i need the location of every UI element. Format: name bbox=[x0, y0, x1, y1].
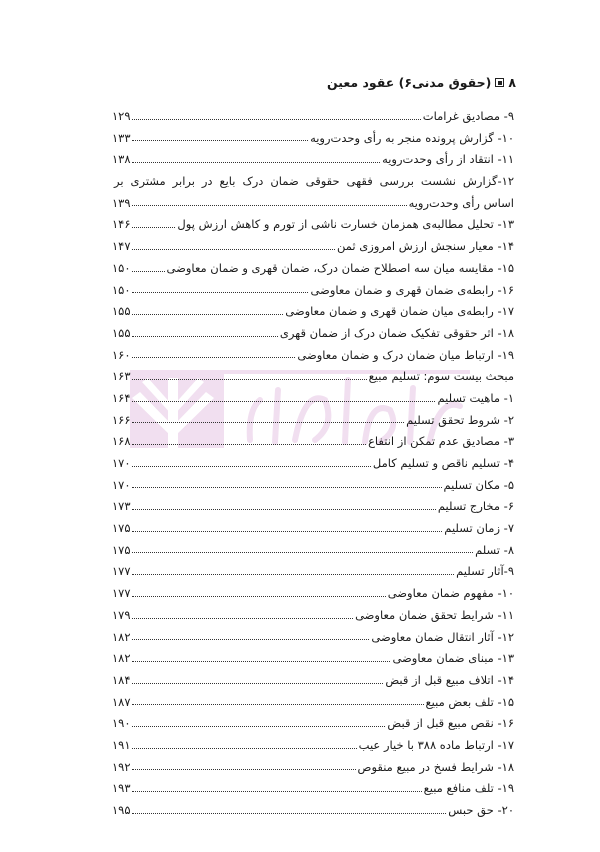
toc-entry[interactable] bbox=[112, 453, 514, 475]
toc-entry-title: ۱۷- رابطه‌ی میان ضمان قهری و ضمان معاوضی bbox=[285, 304, 514, 319]
toc-entry-page: ۱۴۶ bbox=[112, 217, 131, 232]
toc-entry-page: ۱۳۹ bbox=[112, 195, 131, 210]
toc-entry-title: ۱۶- رابطه‌ی ضمان قهری و ضمان معاوضی bbox=[310, 282, 514, 297]
dot-leader bbox=[132, 205, 407, 206]
toc-entry-title: ۹-آثار تسلیم bbox=[456, 564, 514, 579]
toc-section-heading[interactable] bbox=[112, 366, 514, 388]
toc-entry-page: ۱۹۲ bbox=[112, 759, 131, 774]
toc-entry[interactable] bbox=[112, 214, 514, 236]
dot-leader bbox=[132, 531, 443, 532]
toc-entry-page: ۱۶۰ bbox=[112, 347, 131, 362]
book-square-icon bbox=[495, 78, 504, 87]
toc-entry-page: ۱۷۵ bbox=[112, 521, 131, 536]
toc-entry-title: ۱۱- شرایط تحقق ضمان معاوضی bbox=[355, 607, 514, 622]
toc-entry-title: ۱۹- ارتباط میان ضمان درک و ضمان معاوضی bbox=[297, 347, 514, 362]
dot-leader bbox=[132, 314, 284, 315]
dot-leader bbox=[132, 683, 384, 684]
toc-entry-page: ۱۶۸ bbox=[112, 434, 131, 449]
toc-entry-page: ۱۳۸ bbox=[112, 152, 131, 167]
toc-entry[interactable] bbox=[112, 128, 514, 150]
dot-leader bbox=[132, 704, 424, 705]
running-header bbox=[327, 75, 516, 90]
dot-leader bbox=[132, 271, 165, 272]
dot-leader bbox=[132, 813, 447, 814]
toc-entry[interactable] bbox=[112, 475, 514, 497]
toc-entry-page: ۱۸۲ bbox=[112, 651, 131, 666]
toc-entry-title: ۹- مصادیق غرامات bbox=[422, 109, 514, 123]
toc-entry-page: ۱۵۵ bbox=[112, 304, 131, 319]
dot-leader bbox=[132, 639, 370, 640]
toc-entry-page: ۱۳۳ bbox=[112, 130, 131, 145]
toc-entry-page: ۱۷۵ bbox=[112, 542, 131, 557]
toc-entry[interactable] bbox=[112, 518, 514, 540]
dot-leader bbox=[132, 748, 357, 749]
dot-leader bbox=[132, 249, 336, 250]
toc-entry-page: ۱۵۵ bbox=[112, 325, 131, 340]
toc-entry[interactable] bbox=[112, 323, 514, 345]
toc-entry-title: ۱۵- تلف بعض مبیع bbox=[425, 694, 514, 709]
dot-leader bbox=[132, 336, 278, 337]
toc-entry-title: ۱۷- ارتباط ماده ۳۸۸ با خیار عیب bbox=[358, 737, 514, 752]
toc-entry-page: ۱۶۳ bbox=[112, 369, 131, 384]
toc-entry[interactable] bbox=[112, 800, 514, 822]
toc-entry[interactable] bbox=[112, 561, 514, 583]
toc-entry-page: ۱۹۱ bbox=[112, 737, 131, 752]
dot-leader bbox=[132, 509, 436, 510]
toc-entry-title: ۲۰- حق حبس bbox=[448, 803, 514, 817]
toc-entry-title: ۷- زمان تسلیم bbox=[444, 521, 514, 536]
toc-entry[interactable] bbox=[112, 280, 514, 302]
toc-entry-title: ۱۲-گزارش نشست بررسی فقهی حقوقی ضمان درک بایع در برابر مشتری بر bbox=[114, 174, 514, 189]
dot-leader bbox=[132, 726, 386, 727]
toc-entry-title: ۱۰- مفهوم ضمان معاوضی bbox=[387, 586, 514, 601]
dot-leader bbox=[132, 791, 422, 792]
dot-leader bbox=[132, 661, 391, 662]
toc-entry[interactable] bbox=[112, 388, 514, 410]
toc-entry-title: ۸- تسلم bbox=[475, 542, 514, 557]
toc-entry-title: ۱۹- تلف منافع مبیع bbox=[423, 781, 514, 796]
toc-entry-page: ۱۷۰ bbox=[112, 456, 131, 470]
toc-entry-title: مبحث بیست سوم: تسلیم مبیع bbox=[368, 369, 514, 384]
toc-entry[interactable] bbox=[112, 431, 514, 453]
dot-leader bbox=[132, 487, 442, 488]
toc-entry[interactable] bbox=[112, 236, 514, 258]
toc-entry[interactable] bbox=[112, 735, 514, 757]
page-number: ۸ bbox=[508, 75, 516, 90]
dot-leader bbox=[132, 769, 356, 770]
toc-entry-page: ۱۴۷ bbox=[112, 239, 131, 254]
toc-entry-title: ۱۶- نقص مبیع قبل از قبض bbox=[387, 716, 514, 731]
toc-entry[interactable] bbox=[112, 583, 514, 605]
toc-entry[interactable] bbox=[112, 670, 514, 692]
toc-entry-page: ۱۹۰ bbox=[112, 716, 131, 731]
toc-entry-page: ۱۷۷ bbox=[112, 564, 131, 579]
toc-entry[interactable] bbox=[112, 496, 514, 518]
toc-entry-title: ۱۴- معیار سنجش ارزش امروزی ثمن bbox=[337, 239, 514, 254]
toc-entry[interactable] bbox=[112, 757, 514, 779]
toc-entry-page: ۱۷۹ bbox=[112, 607, 131, 622]
toc-entry-title: ۶- مخارج تسلیم bbox=[437, 499, 514, 514]
toc-entry-page: ۱۵۰ bbox=[112, 282, 131, 297]
toc-entry-page: ۱۶۶ bbox=[112, 412, 131, 427]
dot-leader bbox=[132, 292, 309, 293]
toc-entry-title: ۱۸- شرایط فسخ در مبیع منقوص bbox=[357, 759, 514, 774]
toc-entry-page: ۱۸۲ bbox=[112, 629, 131, 644]
toc-entry[interactable] bbox=[112, 648, 514, 670]
dot-leader bbox=[132, 401, 436, 402]
dot-leader bbox=[132, 379, 367, 380]
dot-leader bbox=[132, 596, 386, 597]
dot-leader bbox=[132, 574, 455, 575]
toc-entry-page: ۱۸۴ bbox=[112, 672, 131, 687]
dot-leader bbox=[132, 444, 367, 445]
toc-entry[interactable] bbox=[112, 345, 514, 367]
toc-entry[interactable] bbox=[112, 193, 514, 215]
book-title: (حقوق مدنی۶) عقود معین bbox=[326, 75, 492, 90]
toc-entry-title: ۴- تسلیم ناقص و تسلیم کامل bbox=[372, 456, 514, 470]
toc-entry-page: ۱۷۰ bbox=[112, 477, 131, 492]
dot-leader bbox=[132, 422, 405, 423]
toc-entry-title: اساس رأی وحدت‌رویه bbox=[408, 195, 514, 210]
toc-entry-title: ۱- ماهیت تسلیم bbox=[437, 390, 514, 405]
dot-leader bbox=[132, 552, 474, 553]
toc-entry-page: ۱۷۳ bbox=[112, 499, 131, 514]
toc-entry[interactable] bbox=[112, 106, 514, 128]
dot-leader bbox=[132, 140, 309, 141]
dot-leader bbox=[132, 162, 381, 163]
toc-entry[interactable] bbox=[112, 692, 514, 714]
toc-entry-page: ۱۸۷ bbox=[112, 694, 131, 709]
toc-entry-title: ۱۳- تحلیل مطالبه‌ی همزمان خسارت ناشی از تورم و کاهش ارزش پول bbox=[177, 217, 514, 232]
dot-leader bbox=[132, 466, 371, 467]
dot-leader bbox=[132, 357, 296, 358]
toc-entry-page: ۱۲۹ bbox=[112, 109, 131, 123]
toc-entry[interactable] bbox=[112, 627, 514, 649]
toc-entry-title: ۱۲- آثار انتقال ضمان معاوضی bbox=[371, 629, 514, 644]
toc-entry-title: ۱۸- اثر حقوقی تفکیک ضمان درک از ضمان قهری bbox=[279, 325, 514, 340]
table-of-contents bbox=[112, 106, 514, 822]
toc-entry-title: ۳- مصادیق عدم تمکن از انتفاع bbox=[368, 434, 514, 449]
toc-entry-title: ۱۱- انتقاد از رأی وحدت‌رویه bbox=[382, 152, 514, 167]
toc-entry[interactable] bbox=[112, 540, 514, 562]
toc-entry[interactable] bbox=[112, 605, 514, 627]
toc-entry[interactable] bbox=[112, 149, 514, 171]
toc-entry[interactable] bbox=[112, 258, 514, 280]
dot-leader bbox=[132, 119, 421, 120]
toc-entry[interactable] bbox=[112, 301, 514, 323]
toc-entry-continued[interactable] bbox=[112, 171, 514, 193]
toc-entry-title: ۱۴- اتلاف مبیع قبل از قبض bbox=[385, 672, 514, 687]
toc-entry-page: ۱۵۰ bbox=[112, 260, 131, 275]
toc-entry-page: ۱۶۴ bbox=[112, 390, 131, 405]
toc-entry[interactable] bbox=[112, 713, 514, 735]
toc-entry-page: ۱۹۳ bbox=[112, 781, 131, 796]
dot-leader bbox=[132, 227, 176, 228]
dot-leader bbox=[132, 618, 354, 619]
toc-entry[interactable] bbox=[112, 778, 514, 800]
toc-entry-page: ۱۹۵ bbox=[112, 803, 131, 817]
toc-entry-title: ۱۰- گزارش پرونده منجر به رأی وحدت‌رویه bbox=[310, 130, 514, 145]
toc-entry-title: ۱۵- مقایسه میان سه اصطلاح ضمان درک، ضمان قهری و ضمان معاوضی bbox=[166, 260, 514, 275]
toc-entry[interactable] bbox=[112, 410, 514, 432]
toc-entry-title: ۲- شروط تحقق تسلیم bbox=[406, 412, 514, 427]
toc-entry-title: ۱۳- مبنای ضمان معاوضی bbox=[392, 651, 514, 666]
toc-entry-title: ۵- مکان تسلیم bbox=[443, 477, 514, 492]
toc-entry-page: ۱۷۷ bbox=[112, 586, 131, 601]
